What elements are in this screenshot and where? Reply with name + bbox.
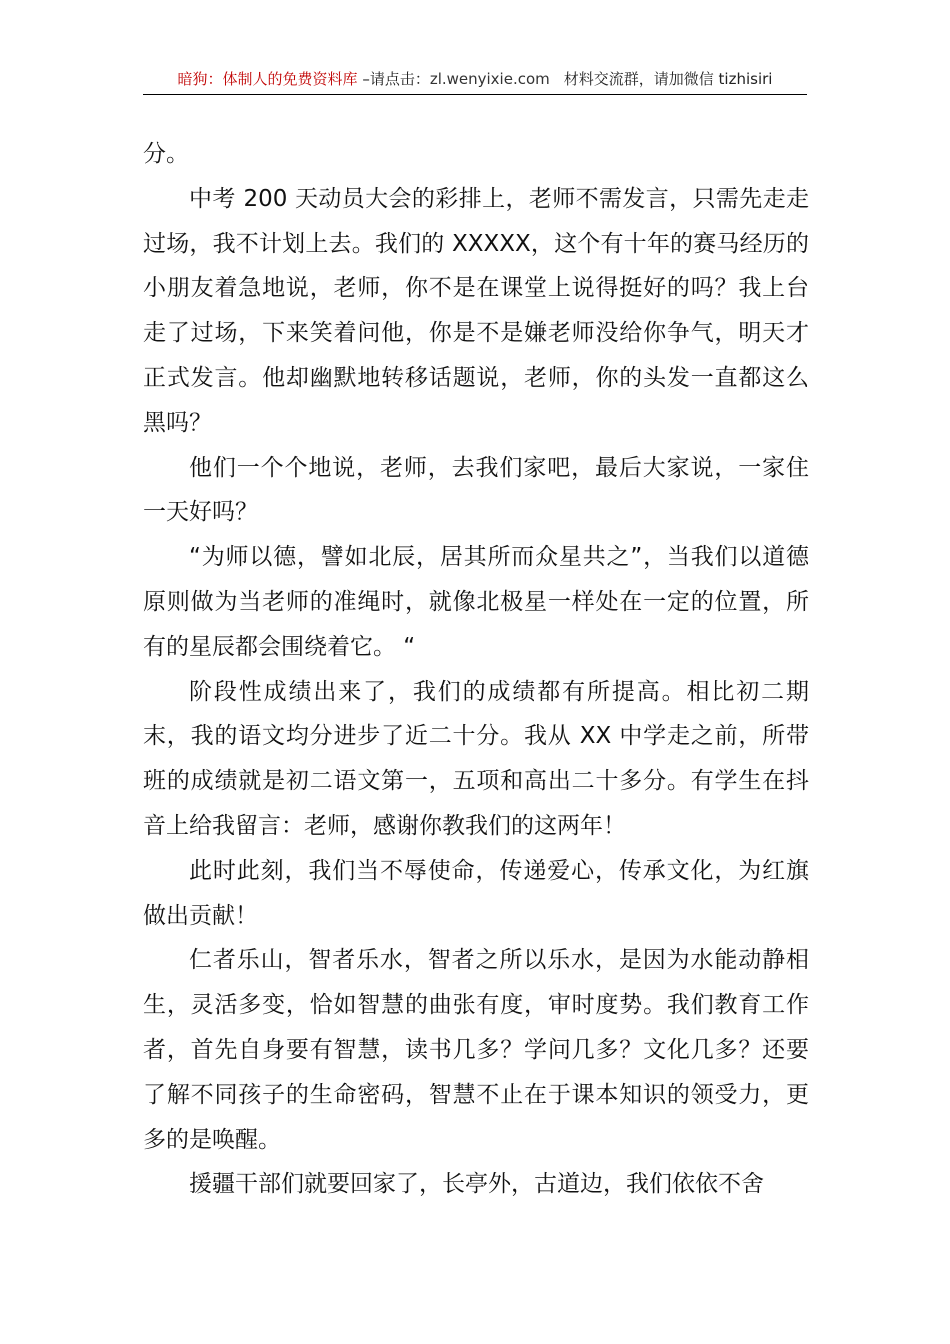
- paragraph: 援疆干部们就要回家了，长亭外，古道边，我们依依不舍: [189, 1171, 764, 1198]
- page-header: [143, 68, 807, 95]
- paragraph: 此时此刻，我们当不辱使命，传递爱心，传承文化，为红旗做出贡献！: [143, 857, 809, 929]
- header-prompt: –请点击：: [357, 70, 430, 88]
- paragraph: 中考 200 天动员大会的彩排上，老师不需发言，只需先走走过场，我不计划上去。我们的 XXXXX，这个有十年的赛马经历的小朋友着急地说，老师，你不是在课堂上说得挺好的吗？我上台走了过场，下来笑着问他，你是不是嫌老师没给你争气，明天才正式发言。他却幽默地转移话题说，老师，你的头发一直都这么黑吗？: [143, 185, 809, 436]
- document-body: [143, 132, 809, 1207]
- paragraph-quote: “为师以德，譬如北辰，居其所而众星共之”，当我们以道德原则做为当老师的准绳时，就像北极星一样处在一定的位置，所有的星辰都会围绕着它。 “: [143, 544, 809, 660]
- paragraph: 他们一个个地说，老师，去我们家吧，最后大家说，一家住一天好吗？: [143, 454, 809, 526]
- header-link[interactable]: zl.wenyixie.com: [429, 70, 550, 88]
- header-brand: 暗狗：体制人的免费资料库: [177, 70, 358, 88]
- header-group-info: 材料交流群，请加微信 tizhisiri: [563, 70, 773, 88]
- paragraph: 阶段性成绩出来了，我们的成绩都有所提高。相比初二期末，我的语文均分进步了近二十分。我从 XX 中学走之前，所带班的成绩就是初二语文第一，五项和高出二十多分。有学生在抖音上给我留言：老师，感谢你教我们的这两年！: [143, 678, 809, 839]
- paragraph: 仁者乐山，智者乐水，智者之所以乐水，是因为水能动静相生，灵活多变，恰如智慧的曲张有度，审时度势。我们教育工作者，首先自身要有智慧，读书几多？学问几多？文化几多？还要了解不同孩子的生命密码，智慧不止在于课本知识的领受力，更多的是唤醒。: [143, 947, 809, 1153]
- paragraph-continuation: 分。: [143, 141, 189, 167]
